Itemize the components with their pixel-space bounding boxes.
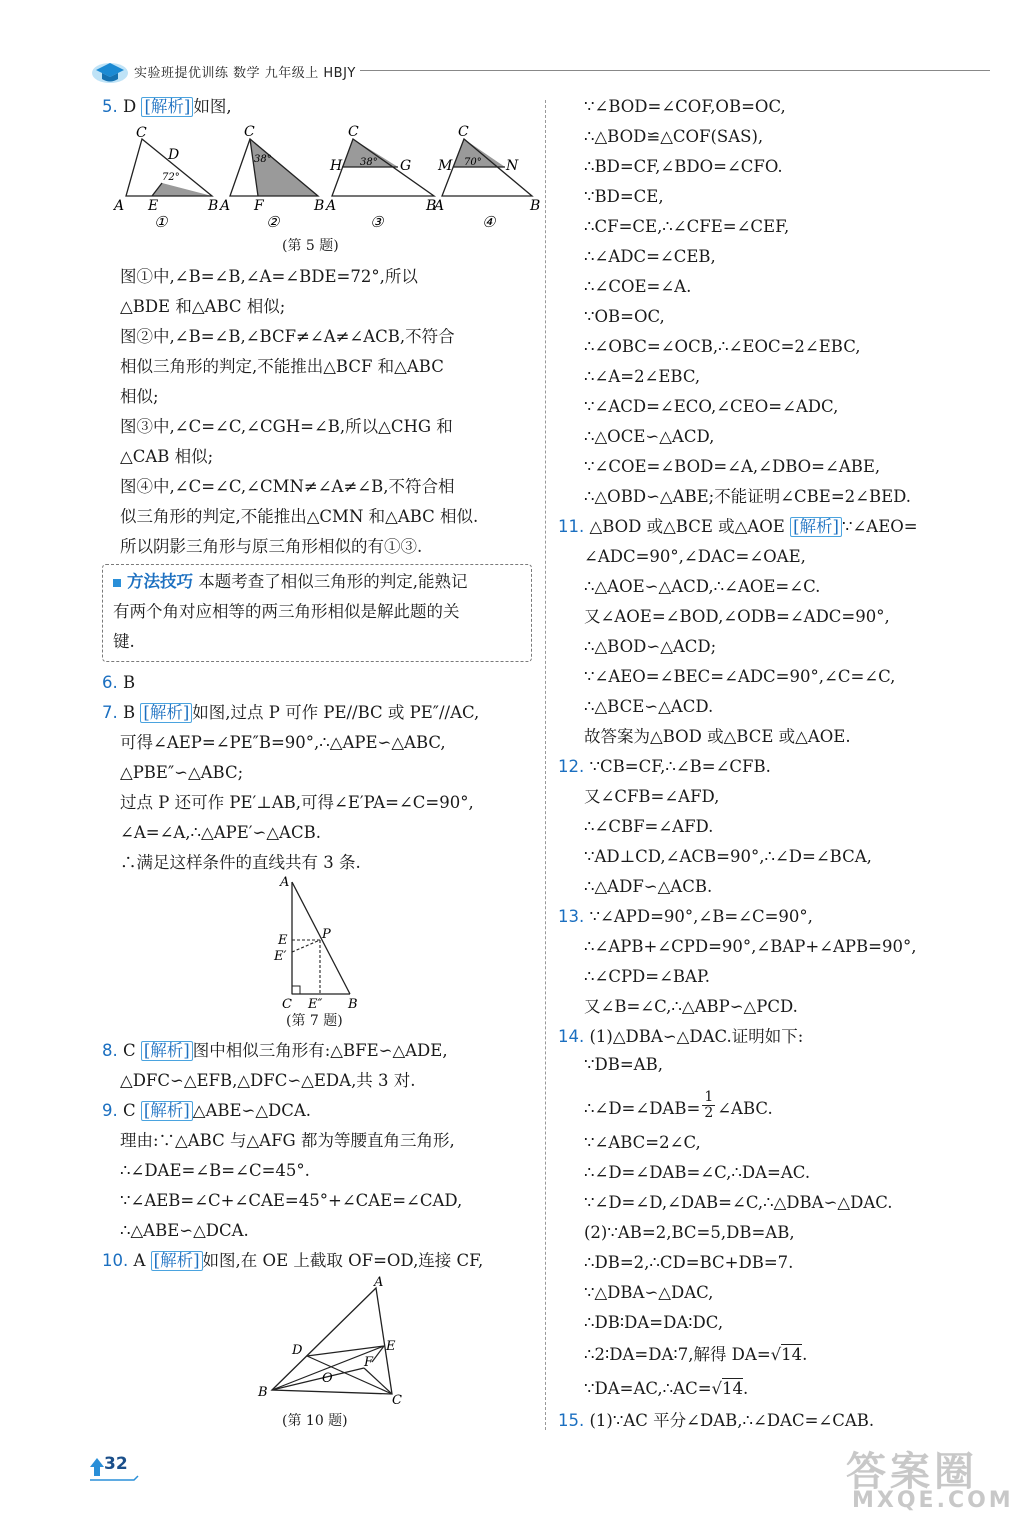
- svg-text:C: C: [282, 997, 292, 1012]
- svg-text:A: A: [280, 875, 290, 890]
- svg-text:C: C: [244, 124, 255, 140]
- text-line: 图④中,∠C=∠C,∠CMN≠∠A≠∠B,不符合相: [120, 477, 455, 496]
- analysis-tag: [解析]: [141, 1101, 193, 1121]
- svg-text:④: ④: [482, 213, 496, 231]
- svg-text:D: D: [292, 1343, 303, 1358]
- watermark-text: 答案圈: [846, 1449, 978, 1495]
- svg-text:E: E: [386, 1339, 396, 1354]
- question-number: 14.: [558, 1027, 585, 1046]
- svg-text:O: O: [322, 1371, 333, 1386]
- text-line: ∵∠BOD=∠COF,OB=OC,: [584, 97, 786, 116]
- text-line: 似三角形的判定,不能推出△CMN 和△ABC 相似.: [120, 507, 479, 526]
- svg-text:B: B: [208, 198, 219, 214]
- svg-text:C: C: [136, 125, 147, 141]
- graduation-cap-icon: [90, 58, 130, 86]
- figure-4: [432, 124, 540, 231]
- q12-heading: [558, 756, 771, 778]
- tip-title: 方法技巧: [127, 572, 193, 591]
- text-line: ∴BD=CF,∠BDO=∠CFO.: [584, 157, 783, 176]
- svg-text:M: M: [438, 158, 453, 174]
- svg-text:C: C: [392, 1393, 402, 1408]
- figure-3: [324, 124, 436, 231]
- text-line: ∵∠AEB=∠C+∠CAE=45°+∠CAE=∠CAD,: [120, 1191, 463, 1210]
- svg-text:F: F: [364, 1355, 374, 1370]
- text-line: 如图,过点 P 可作 PE//BC 或 PE″//AC,: [192, 703, 480, 722]
- q7-figure: [270, 874, 370, 1014]
- q6-heading: [102, 672, 135, 694]
- text-line: ∴△BOD∽△ACD;: [584, 637, 717, 656]
- question-number: 11.: [558, 517, 585, 536]
- text-line: 图中相似三角形有:△BFE∽△ADE,: [192, 1041, 448, 1060]
- text-line: (2)∵AB=2,BC=5,DB=AB,: [584, 1223, 795, 1242]
- tip-text: 键.: [113, 632, 135, 651]
- text-line: △BDE 和△ABC 相似;: [120, 297, 286, 316]
- tip-text: 有两个角对应相等的两三角形相似是解此题的关: [113, 602, 460, 621]
- svg-text:N: N: [506, 158, 519, 174]
- text-line: ∵∠COE=∠BOD=∠A,∠DBO=∠ABE,: [584, 457, 881, 476]
- question-number: 9.: [102, 1101, 118, 1120]
- svg-text:C: C: [348, 124, 359, 140]
- q9-heading: [102, 1100, 311, 1122]
- answer-letter: C: [123, 1041, 136, 1060]
- fraction-denominator: 2: [704, 1105, 714, 1121]
- text-line: ∵△DBA∽△DAC,: [584, 1283, 714, 1302]
- text-line: 又∠CFB=∠AFD,: [584, 787, 720, 806]
- svg-text:C: C: [458, 124, 469, 140]
- text-span: ∵DA=AC,∴AC=: [584, 1379, 712, 1398]
- q5-figure: [108, 122, 541, 247]
- svg-text:D: D: [168, 147, 180, 163]
- text-line: (1)△DBA∽△DAC.证明如下:: [589, 1027, 804, 1046]
- sqrt-sign: √: [711, 1379, 723, 1398]
- question-number: 10.: [102, 1251, 129, 1270]
- sqrt-radicand: 14: [781, 1345, 803, 1364]
- text-line: 又∠AOE=∠BOD,∠ODB=∠ADC=90°,: [584, 607, 890, 626]
- svg-text:38°: 38°: [254, 154, 272, 165]
- header-rule: [360, 70, 990, 71]
- text-line: 图③中,∠C=∠C,∠CGH=∠B,所以△CHG 和: [120, 417, 453, 436]
- text-line: ∵AD⊥CD,∠ACB=90°,∴∠D=∠BCA,: [584, 847, 872, 866]
- text-line: ∵∠AEO=∠BEC=∠ADC=90°,∠C=∠C,: [584, 667, 896, 686]
- text-line: ∠ADC=90°,∠DAC=∠OAE,: [584, 547, 806, 566]
- text-line: ∴△AOE∽△ACD,∴∠AOE=∠C.: [584, 577, 821, 596]
- text-line: ∴△BOD≌△COF(SAS),: [584, 127, 764, 146]
- question-number: 5.: [102, 97, 118, 116]
- text-line: ∴满足这样条件的直线共有 3 条.: [120, 853, 361, 872]
- question-number: 13.: [558, 907, 585, 926]
- q11-heading: [558, 516, 918, 538]
- analysis-tag: [解析]: [140, 703, 192, 723]
- text-line: △BOD 或△BCE 或△AOE: [589, 517, 785, 536]
- text-line: ∴∠A=2∠EBC,: [584, 367, 701, 386]
- svg-text:B: B: [348, 997, 358, 1012]
- answer-letter: C: [123, 1101, 136, 1120]
- text-line: ∵OB=OC,: [584, 307, 665, 326]
- svg-text:A: A: [374, 1275, 384, 1290]
- q15-heading: [558, 1410, 874, 1432]
- figure-caption: (第 5 题): [282, 238, 339, 254]
- text-line: ∴∠D=∠DAB=∠C,∴DA=AC.: [584, 1163, 811, 1182]
- page-number-badge: [90, 1452, 138, 1482]
- text-line: ∵∠APD=90°,∠B=∠C=90°,: [589, 907, 813, 926]
- figure-caption: (第 7 题): [286, 1013, 343, 1029]
- svg-text:38°: 38°: [360, 157, 378, 168]
- text-line: ∵∠AEO=: [841, 517, 918, 536]
- svg-text:B: B: [314, 198, 325, 214]
- svg-text:F: F: [254, 198, 264, 214]
- q5-heading: [102, 96, 232, 118]
- question-number: 6.: [102, 673, 118, 692]
- svg-text:72°: 72°: [162, 172, 180, 183]
- answer-letter: B: [123, 673, 136, 692]
- text-line: ∴∠CPD=∠BAP.: [584, 967, 710, 986]
- q7-heading: [102, 702, 479, 724]
- watermark: [846, 1440, 1014, 1520]
- tip-icon: [113, 579, 121, 587]
- text-span: ∴∠D=∠DAB=: [584, 1099, 701, 1118]
- svg-text:E: E: [278, 933, 288, 948]
- answer-letter: A: [133, 1251, 146, 1270]
- text-line: ∴∠APB+∠CPD=90°,∠BAP+∠APB=90°,: [584, 937, 917, 956]
- sqrt-line: [584, 1378, 748, 1400]
- figure-2: [218, 124, 324, 231]
- book-title: 实验班提优训练 数学 九年级上 HBJY: [134, 66, 356, 81]
- text-line: 可得∠AEP=∠PE″B=90°,∴△APE∽△ABC,: [120, 733, 446, 752]
- figure-1: [112, 125, 218, 231]
- text-line: ∴△ABE∽△DCA.: [120, 1221, 249, 1240]
- tip-text: 本题考查了相似三角形的判定,能熟记: [198, 572, 468, 591]
- text-line: ∵∠ACD=∠ECO,∠CEO=∠ADC,: [584, 397, 839, 416]
- q10-heading: [102, 1250, 483, 1272]
- text-line: ∴∠CBF=∠AFD.: [584, 817, 714, 836]
- text-line: ∠A=∠A,∴△APE′∽△ACB.: [120, 823, 321, 842]
- text-line: ∵∠ABC=2∠C,: [584, 1133, 701, 1152]
- q14-heading: [558, 1026, 803, 1048]
- text-line: 图②中,∠B=∠B,∠BCF≠∠A≠∠ACB,不符合: [120, 327, 455, 346]
- fraction-line: [584, 1090, 773, 1126]
- q8-heading: [102, 1040, 448, 1062]
- text-line: 理由:∵△ABC 与△AFG 都为等腰直角三角形,: [120, 1131, 455, 1150]
- text-line: △CAB 相似;: [120, 447, 214, 466]
- figure-caption: (第 10 题): [282, 1413, 348, 1429]
- q13-heading: [558, 906, 813, 928]
- column-divider: [545, 100, 546, 1430]
- q10-figure: [252, 1275, 412, 1408]
- text-line: 又∠B=∠C,∴△ABP∽△PCD.: [584, 997, 798, 1016]
- answer-letter: D: [123, 97, 137, 116]
- analysis-tag: [解析]: [141, 97, 193, 117]
- svg-text:B: B: [426, 198, 437, 214]
- question-number: 7.: [102, 703, 118, 722]
- question-number: 8.: [102, 1041, 118, 1060]
- svg-text:70°: 70°: [464, 157, 482, 168]
- text-line: ∴DB=2,∴CD=BC+DB=7.: [584, 1253, 794, 1272]
- text-line: 相似;: [120, 387, 159, 406]
- fraction-numerator: 1: [704, 1089, 714, 1105]
- text-line: ∵∠D=∠D,∠DAB=∠C,∴△DBA∽△DAC.: [584, 1193, 893, 1212]
- text-line: ∴△ADF∽△ACB.: [584, 877, 713, 896]
- text-line: ∴∠OBC=∠OCB,∴∠EOC=2∠EBC,: [584, 337, 861, 356]
- sqrt-sign: √: [770, 1345, 782, 1364]
- analysis-tag: [解析]: [790, 517, 842, 537]
- sqrt-line: [584, 1344, 807, 1366]
- text-line: (1)∵AC 平分∠DAB,∴∠DAC=∠CAB.: [589, 1411, 875, 1430]
- text-line: 如图,在 OE 上截取 OF=OD,连接 CF,: [202, 1251, 484, 1270]
- watermark-url: MXQE.COM: [852, 1488, 1014, 1513]
- text-line: ∴△OCE∽△ACD,: [584, 427, 715, 446]
- text-line: ∵CB=CF,∴∠B=∠CFB.: [589, 757, 771, 776]
- page-number: 32: [104, 1454, 128, 1474]
- arrow-up-icon: [90, 1458, 104, 1478]
- text-line: ∴△OBD∽△ABE;不能证明∠CBE=2∠BED.: [584, 487, 912, 506]
- sqrt-radicand: 14: [722, 1379, 744, 1398]
- text-span: ∠ABC.: [717, 1099, 773, 1118]
- text-line: ∴∠ADC=∠CEB,: [584, 247, 716, 266]
- text-span: .: [743, 1379, 749, 1398]
- svg-text:A: A: [220, 198, 231, 214]
- fraction: [702, 1090, 715, 1121]
- svg-text:E: E: [148, 198, 159, 214]
- q5-intro: 如图,: [193, 97, 232, 116]
- text-line: 所以阴影三角形与原三角形相似的有①③.: [120, 537, 423, 556]
- analysis-tag: [解析]: [141, 1041, 193, 1061]
- text-span: .: [802, 1345, 808, 1364]
- svg-text:A: A: [326, 198, 337, 214]
- text-line: 故答案为△BOD 或△BCE 或△AOE.: [584, 727, 851, 746]
- svg-text:E′: E′: [274, 949, 287, 964]
- method-tip-box: [102, 564, 532, 662]
- text-line: 相似三角形的判定,不能推出△BCF 和△ABC: [120, 357, 444, 376]
- question-number: 12.: [558, 757, 585, 776]
- svg-text:P: P: [322, 927, 331, 942]
- svg-text:③: ③: [370, 213, 384, 231]
- text-line: △ABE∽△DCA.: [192, 1101, 312, 1120]
- text-line: ∴∠COE=∠A.: [584, 277, 692, 296]
- text-line: ∵DB=AB,: [584, 1055, 663, 1074]
- text-line: ∴△BCE∽△ACD.: [584, 697, 714, 716]
- page-header: [90, 58, 990, 88]
- text-line: 过点 P 还可作 PE′⊥AB,可得∠E′PA=∠C=90°,: [120, 793, 474, 812]
- text-line: ∴DB∶DA=DA∶DC,: [584, 1313, 724, 1332]
- text-line: 图①中,∠B=∠B,∠A=∠BDE=72°,所以: [120, 267, 418, 286]
- text-line: ∵BD=CE,: [584, 187, 664, 206]
- text-line: △DFC∽△EFB,△DFC∽△EDA,共 3 对.: [120, 1071, 416, 1090]
- svg-text:A: A: [434, 198, 445, 214]
- svg-text:E″: E″: [308, 997, 323, 1012]
- text-line: △PBE″∽△ABC;: [120, 763, 244, 782]
- question-number: 15.: [558, 1411, 585, 1430]
- svg-text:A: A: [114, 198, 125, 214]
- answer-letter: B: [123, 703, 136, 722]
- text-line: ∴CF=CE,∴∠CFE=∠CEF,: [584, 217, 790, 236]
- text-line: ∴∠DAE=∠B=∠C=45°.: [120, 1161, 310, 1180]
- svg-text:B: B: [530, 198, 541, 214]
- svg-text:G: G: [400, 158, 412, 174]
- svg-text:①: ①: [154, 213, 168, 231]
- svg-text:②: ②: [266, 213, 280, 231]
- svg-text:H: H: [330, 158, 343, 174]
- analysis-tag: [解析]: [151, 1251, 203, 1271]
- page-number-underline: [90, 1476, 138, 1484]
- text-span: ∴2∶DA=DA∶7,解得 DA=: [584, 1345, 771, 1364]
- svg-text:B: B: [258, 1385, 268, 1400]
